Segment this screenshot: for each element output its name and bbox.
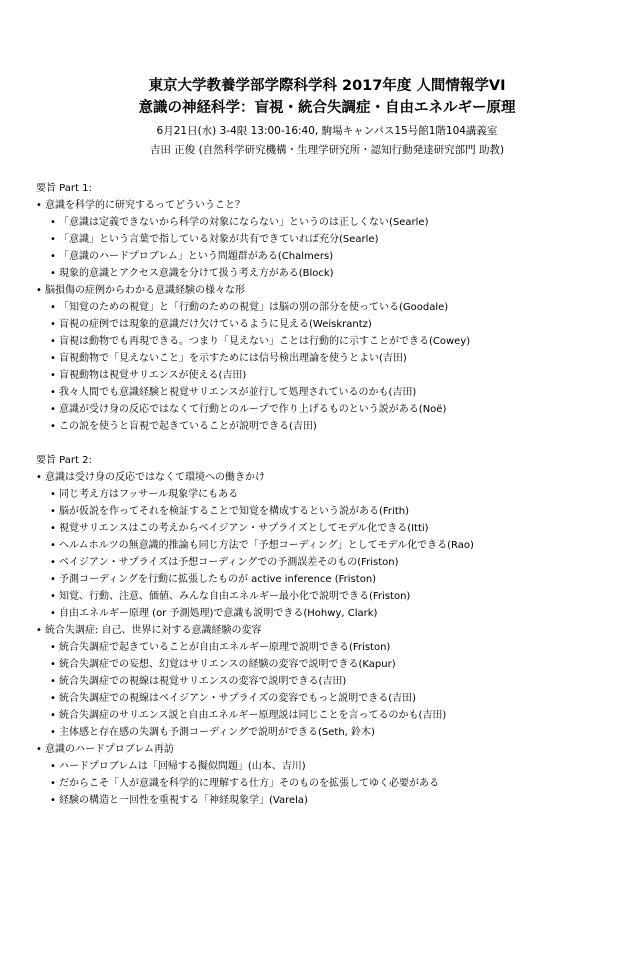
point-item: • 統合失調症での視線はベイジアン・サプライズの変容でもっと説明できる(吉田) [36,690,618,707]
topic-item [36,469,618,486]
lecturer-affiliation: 吉田 正俊 (自然科学研究機構・生理学研究所・認知行動発達研究部門 助教) [149,144,505,156]
topic-text: 脳損傷の症例からわかる意識経験の様々な形 [45,285,245,296]
summary-section [36,180,618,435]
point-item: • 「意識のハードプロブレム」という問題群がある(Chalmers) [36,248,618,265]
section-title: 要旨 Part 2: [36,455,92,466]
point-item: • 主体感と存在感の失調も予測コーディングで説明ができる(Seth, 鈴木) [36,724,618,741]
point-item: • 我々人間でも意識経験と視覚サリエンスが並行して処理されているのかも(吉田) [36,384,618,401]
point-item: • だからこそ「人が意識を科学的に理解する仕方」そのものを拡張してゆく必要がある [36,775,618,792]
point-item: • 盲視動物で「見えないこと」を示すためには信号検出理論を使うとよい(吉田) [36,350,618,367]
point-item: • 盲視は動物でも再現できる。つまり「見えない」ことは行動的に示すことができる(Cowey) [36,333,618,350]
point-item: • 現象的意識とアクセス意識を分けて扱う考え方がある(Block) [36,265,618,282]
point-item: • 意識が受け身の反応ではなくて行動とのループで作り上げるものという説がある(Noë) [36,401,618,418]
point-item: • ベイジアン・サプライズは予想コーディングでの予測誤差そのもの(Friston) [36,554,618,571]
lecture-title: 意識の神経科学：盲視・統合失調症・自由エネルギー原理 [138,100,516,116]
point-item: • ハードプロブレムは「回帰する擬似問題」(山本、吉川) [36,758,618,775]
point-item: • 統合失調症での妄想、幻覚はサリエンスの経験の変容で説明できる(Kapur) [36,656,618,673]
summary-sections [36,180,618,809]
point-item: • 「知覚のための視覚」と「行動のための視覚」は脳の別の部分を使っている(Goodale) [36,299,618,316]
point-item: • 盲視動物は視覚サリエンスが使える(吉田) [36,367,618,384]
point-item: • 視覚サリエンスはこの考えからベイジアン・サプライズとしてモデル化できる(Itti) [36,520,618,537]
summary-section [36,452,618,809]
topic-text: 統合失調症: 自己、世界に対する意識経験の変容 [45,625,262,636]
point-item: • 自由エネルギー原理 (or 予測処理)で意識も説明できる(Hohwy, Clark) [36,605,618,622]
point-item: • 統合失調症で起きていることが自由エネルギー原理で説明できる(Friston) [36,639,618,656]
lecture-schedule: 6月21日(水) 3-4限 13:00-16:40, 駒場キャンパス15号館1階104講義室 [156,125,498,137]
point-item: • ヘルムホルツの無意識的推論も同じ方法で「予想コーディング」としてモデル化できる(Rao) [36,537,618,554]
point-item: • 知覚、行動、注意、価値、みんな自由エネルギー最小化で説明できる(Friston) [36,588,618,605]
point-item: • 予測コーディングを行動に拡張したものが active inference (Friston) [36,571,618,588]
topic-list [36,469,618,809]
topic-item [36,282,618,299]
topic-text: 意識のハードプロブレム再訪 [45,744,174,755]
point-item: • 統合失調症での視線は視覚サリエンスの変容で説明できる(吉田) [36,673,618,690]
topic-item [36,197,618,214]
point-item: • 「意識は定義できないから科学の対象にならない」というのは正しくない(Searle) [36,214,618,231]
point-item: • 経験の構造と一回性を重視する「神経現象学」(Varela) [36,792,618,809]
course-title: 東京大学教養学部学際科学科 2017年度 人間情報学VI [148,78,506,94]
document-header [36,75,618,160]
point-item: • 盲視の症例では現象的意識だけ欠けているように見える(Weiskrantz) [36,316,618,333]
topic-item [36,741,618,758]
topic-item [36,622,618,639]
document-page [0,75,638,978]
point-item: • 「意識」という言葉で指している対象が共有できていれば充分(Searle) [36,231,618,248]
point-item: • 同じ考え方はフッサール現象学にもある [36,486,618,503]
topic-text: 意識を科学的に研究するってどういうこと？ [45,200,245,211]
section-title: 要旨 Part 1: [36,183,92,194]
point-item: • この説を使うと盲視で起きていることが説明できる(吉田) [36,418,618,435]
point-item: • 統合失調症のサリエンス説と自由エネルギー原理説は同じことを言ってるのかも(吉田) [36,707,618,724]
point-item: • 脳が仮説を作ってそれを検証することで知覚を構成するという説がある(Frith) [36,503,618,520]
topic-list [36,197,618,435]
topic-text: 意識は受け身の反応ではなくて環境への働きかけ [45,472,265,483]
